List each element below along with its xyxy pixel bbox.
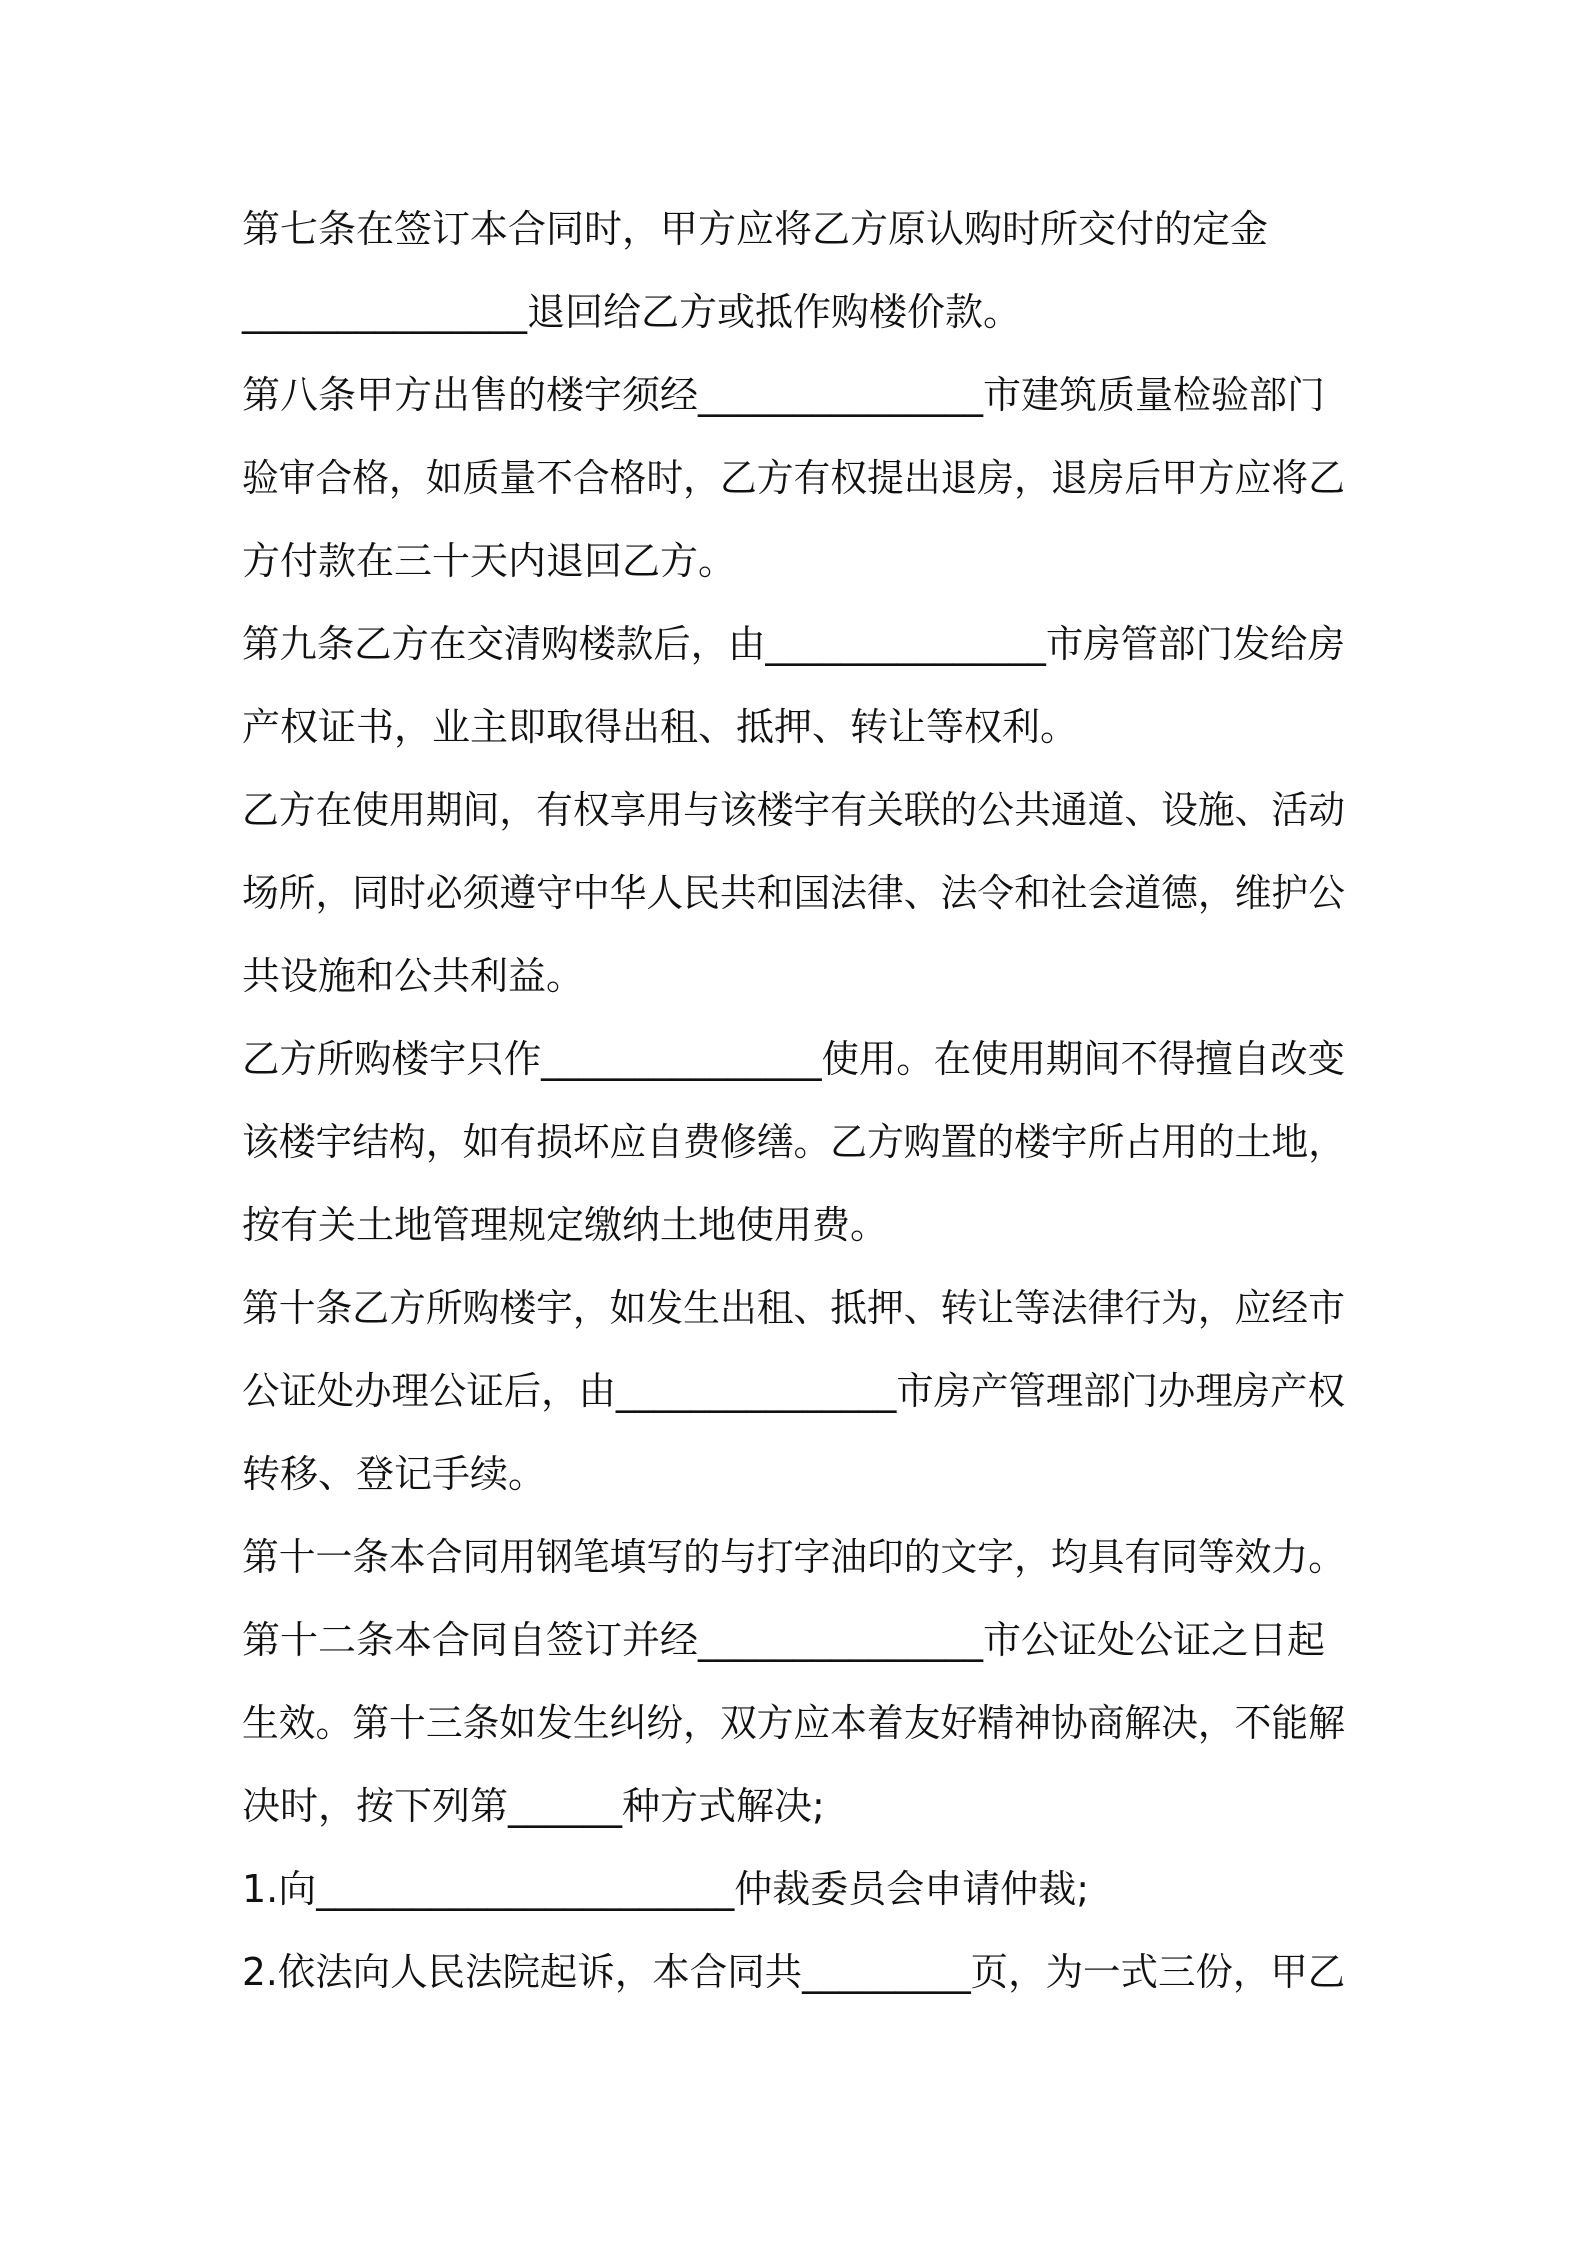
text-line: 乙方所购楼宇只作_______________使用。在使用期间不得擅自改变 — [242, 1037, 1345, 1081]
text-line: 方付款在三十天内退回乙方。 — [242, 539, 737, 583]
text-line: 第九条乙方在交清购楼款后，由_______________市房管部门发给房 — [242, 622, 1345, 666]
text-line: 按有关土地管理规定缴纳土地使用费。 — [242, 1203, 889, 1247]
text-line: 第十一条本合同用钢笔填写的与打字油印的文字，均具有同等效力。 — [242, 1535, 1345, 1579]
text-line: 2.依法向人民法院起诉，本合同共_________页，为一式三份，甲乙 — [242, 1950, 1346, 1994]
text-line: 生效。第十三条如发生纠纷，双方应本着友好精神协商解决，不能解 — [242, 1701, 1345, 1745]
text-line: 第十条乙方所购楼宇，如发生出租、抵押、转让等法律行为，应经市 — [242, 1286, 1345, 1330]
text-line: 转移、登记手续。 — [242, 1452, 547, 1496]
text-line: _______________退回给乙方或抵作购楼价款。 — [242, 290, 1022, 334]
text-line: 第十二条本合同自签订并经_______________市公证处公证之日起 — [242, 1618, 1326, 1662]
text-line: 决时，按下列第______种方式解决; — [242, 1784, 825, 1828]
text-line: 共设施和公共利益。 — [242, 954, 585, 998]
text-line: 该楼宇结构，如有损坏应自费修缮。乙方购置的楼宇所占用的土地， — [242, 1120, 1345, 1164]
text-line: 验审合格，如质量不合格时，乙方有权提出退房，退房后甲方应将乙 — [242, 456, 1345, 500]
text-line: 第八条甲方出售的楼宇须经_______________市建筑质量检验部门 — [242, 373, 1326, 417]
text-line: 公证处办理公证后，由_______________市房产管理部门办理房产权 — [242, 1369, 1345, 1413]
text-line: 第七条在签订本合同时，甲方应将乙方原认购时所交付的定金 — [242, 207, 1269, 251]
text-line: 乙方在使用期间，有权享用与该楼宇有关联的公共通道、设施、活动 — [242, 788, 1345, 832]
text-line: 场所，同时必须遵守中华人民共和国法律、法令和社会道德，维护公 — [242, 871, 1345, 915]
text-line: 1.向______________________仲裁委员会申请仲裁; — [242, 1867, 1090, 1911]
text-line: 产权证书，业主即取得出租、抵押、转让等权利。 — [242, 705, 1079, 749]
